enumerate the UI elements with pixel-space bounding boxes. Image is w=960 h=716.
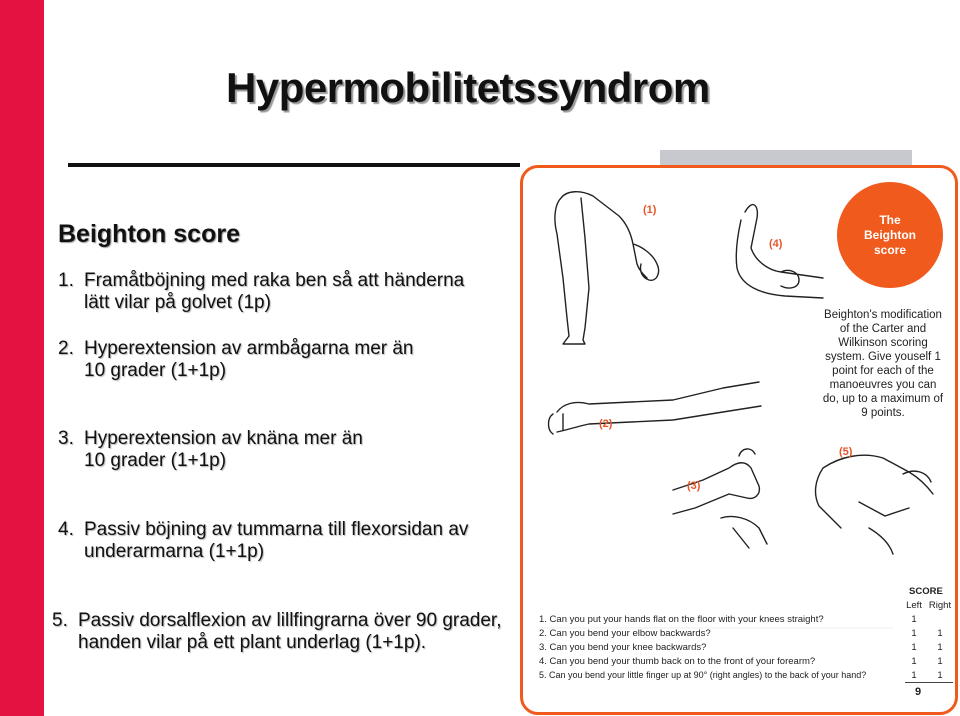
score-left-value: 1 (911, 614, 917, 625)
badge-line: Beighton (864, 227, 916, 242)
item-text-continued: 10 grader (1+1p) (84, 450, 227, 471)
item-text-continued: handen vilar på ett plant underlag (1+1p). (78, 632, 427, 653)
score-right-label: Right (928, 600, 952, 611)
score-header: SCORE (909, 586, 943, 597)
side-accent-bar (0, 0, 44, 716)
item-number: 5. (52, 610, 68, 631)
title-divider (68, 163, 520, 167)
total-score: 9 (915, 686, 922, 698)
label-manoeuvre-2: (2) (599, 418, 613, 430)
item-text: Hyperextension av armbågarna mer än (84, 338, 414, 359)
label-manoeuvre-4: (4) (769, 238, 783, 250)
item-text: Framåtböjning med raka ben så att händerna (84, 270, 465, 291)
item-number: 2. (58, 338, 74, 359)
list-item (58, 428, 363, 472)
score-right-value: 1 (937, 628, 943, 639)
item-text-continued: 10 grader (1+1p) (84, 360, 227, 381)
score-left-label: Left (906, 600, 922, 611)
scoring-note: Beighton's modification of the Carter and Wilkinson scoring system. Give youself 1 point for each of the manoeuvres you can do, up to a maximum of 9 points. (822, 309, 944, 419)
question-row: 3. Can you bend your knee backwards? (539, 642, 707, 653)
score-left-value: 1 (911, 628, 917, 639)
label-manoeuvre-5: (5) (839, 446, 853, 458)
label-manoeuvre-3: (3) (687, 480, 701, 492)
illustration-knee (673, 449, 767, 548)
illustration-little-finger (816, 455, 933, 554)
item-text-continued: lätt vilar på golvet (1p) (84, 292, 271, 313)
beighton-score-badge (837, 182, 943, 288)
item-text: Passiv dorsalflexion av lillfingrarna över 90 grader, (78, 610, 502, 631)
total-divider (905, 682, 953, 683)
item-text-continued: underarmarna (1+1p) (84, 541, 265, 562)
illustration-thumb (736, 205, 823, 298)
page-title: Hypermobilitetssyndrom (226, 64, 710, 111)
item-number: 1. (58, 270, 74, 291)
badge-line: score (873, 242, 907, 257)
item-number: 3. (58, 428, 74, 449)
score-columns (901, 600, 953, 611)
score-left-value: 1 (911, 656, 917, 667)
score-left-value: 1 (911, 670, 917, 681)
question-row: 1. Can you put your hands flat on the floor with your knees straight? (539, 614, 824, 625)
list-item (58, 519, 468, 563)
question-row: 4. Can you bend your thumb back on to the front of your forearm? (539, 656, 816, 667)
score-right-value: 1 (937, 642, 943, 653)
item-text: Hyperextension av knäna mer än (84, 428, 363, 449)
item-number: 4. (58, 519, 74, 540)
question-row: 5. Can you bend your little finger up at 90° (right angles) to the back of your hand? (539, 670, 867, 680)
item-text: Passiv böjning av tummarna till flexorsidan av (84, 519, 469, 540)
score-right-value: 1 (937, 670, 943, 681)
badge-line: The (879, 212, 901, 227)
list-item (58, 338, 414, 382)
label-manoeuvre-1: (1) (643, 204, 657, 216)
beighton-figure (520, 165, 958, 715)
question-row: 2. Can you bend your elbow backwards? (539, 628, 711, 639)
score-right-value: 1 (937, 656, 943, 667)
section-subtitle: Beighton score (58, 220, 240, 248)
list-item (52, 610, 502, 654)
list-item (58, 270, 464, 314)
illustration-elbow (549, 382, 762, 434)
score-left-value: 1 (911, 642, 917, 653)
